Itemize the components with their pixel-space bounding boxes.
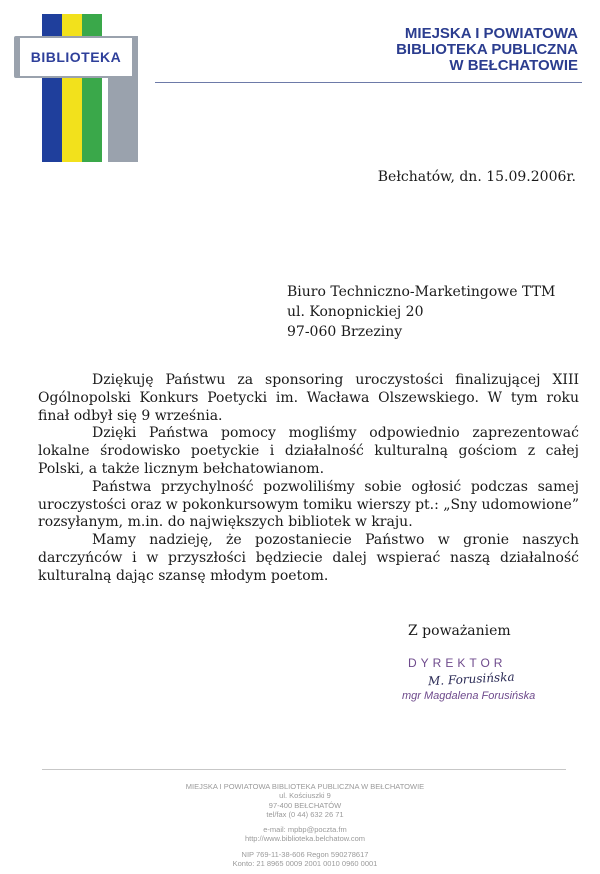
handwritten-signature: M. Forusińska: [427, 669, 515, 689]
institution-line: W BEŁCHATOWIE: [449, 57, 578, 74]
paragraph: Dzięki Państwa pomocy mogliśmy odpowiednio zaprezentować lokalne środowisko poetyckie i działalność kulturalną gościom z całej Polski, a także licznym bełchatowianom.: [38, 425, 579, 477]
closing-salutation: Z poważaniem: [408, 623, 511, 639]
logo-text: BIBLIOTEKA: [20, 38, 132, 76]
recipient-name: Biuro Techniczno-Marketingowe TTM: [287, 284, 556, 300]
footer-web: http://www.biblioteka.belchatow.com: [244, 834, 366, 844]
institution-line: BIBLIOTEKA PUBLICZNA: [396, 41, 578, 58]
recipient-street: ul. Konopnickiej 20: [287, 304, 424, 320]
institution-line: MIEJSKA I POWIATOWA: [404, 25, 578, 42]
footer-phone: tel/fax (0 44) 632 26 71: [266, 809, 344, 819]
footer-email: e-mail: mpbp@poczta.fm: [263, 825, 347, 835]
footer-divider: [42, 769, 566, 770]
recipient-address: [287, 282, 555, 342]
letterhead-divider: [155, 82, 582, 83]
footer-account: Konto: 21 8965 0009 2001 0010 0960 0001: [232, 859, 378, 869]
footer-street: ul. Kościuszki 9: [279, 791, 331, 801]
letter-date: Bełchatów, dn. 15.09.2006r.: [377, 169, 576, 185]
footer-nip: NIP 769-11-38-606 Regon 590278617: [241, 849, 369, 859]
signatory-name: mgr Magdalena Forusińska: [402, 690, 536, 702]
signature-title-stamp: DYREKTOR: [408, 656, 507, 670]
letter-body: [38, 372, 579, 586]
footer-city: 97-400 BEŁCHATÓW: [268, 800, 342, 810]
institution-name: [396, 26, 578, 74]
library-logo: [14, 14, 138, 162]
paragraph: Państwa przychylność pozwoliliśmy sobie ogłosić podczas samej uroczystości oraz w pokonkursowym tomiku wierszy pt.: „Sny udomowione” rozsyłanym, m.in. do największych bibliotek w kraju.: [38, 478, 579, 531]
paragraph: Dziękuję Państwu za sponsoring uroczystości finalizującej XIII Ogólnopolski Konkurs Poetycki im. Wacława Olszewskiego. W tym roku finał odbył się 9 września.: [38, 372, 579, 424]
paragraph: Mamy nadzieję, że pozostaniecie Państwo w gronie naszych darczyńców i w przyszłości będziecie dalej wspierać naszą działalność kulturalną dając szansę młodym poetom.: [38, 532, 579, 584]
footer: [170, 782, 440, 868]
footer-org: MIEJSKA I POWIATOWA BIBLIOTEKA PUBLICZNA W BEŁCHATOWIE: [185, 782, 425, 791]
recipient-city: 97-060 Brzeziny: [287, 324, 403, 340]
